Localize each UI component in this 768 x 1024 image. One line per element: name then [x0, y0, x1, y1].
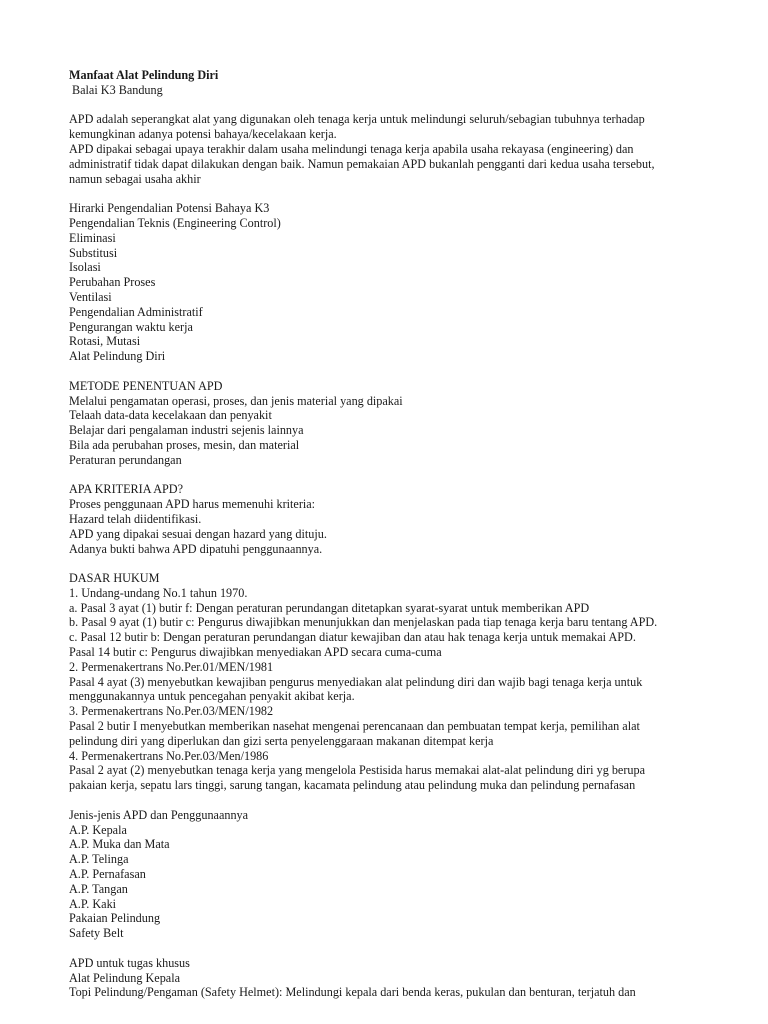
spacer [69, 364, 729, 379]
section-heading: APD untuk tugas khusus [69, 955, 190, 970]
spacer [69, 556, 729, 571]
list-item: A.P. Pernafasan [69, 867, 146, 882]
list-item: menggunakannya untuk pencegahan penyakit akibat kerja. [69, 689, 355, 704]
spacer [69, 468, 729, 483]
list-item: Rotasi, Mutasi [69, 334, 141, 349]
list-item: Belajar dari pengalaman industri sejenis lainnya [69, 423, 304, 438]
list-item: Perubahan Proses [69, 275, 156, 290]
list-item: Pakaian Pelindung [69, 911, 161, 926]
list-item: A.P. Muka dan Mata [69, 837, 170, 852]
list-item: Alat Pelindung Kepala [69, 970, 181, 985]
list-item: Pengendalian Administratif [69, 304, 203, 319]
text-line: APD adalah seperangkat alat yang digunakan oleh tenaga kerja untuk melindungi seluruh/sebagian tubuhnya terhadap [69, 112, 645, 127]
text-line: APD dipakai sebagai upaya terakhir dalam usaha melindungi tenaga kerja apabila usaha rekayasa (engineering) dan [69, 141, 634, 156]
list-item: Proses penggunaan APD harus memenuhi kriteria: [69, 497, 316, 512]
list-item: Topi Pelindung/Pengaman (Safety Helmet): Melindungi kepala dari benda keras, pukulan dan benturan, terjatuh dan [69, 985, 636, 1000]
section-heading: APA KRITERIA APD? [69, 482, 183, 497]
spacer [69, 98, 729, 113]
list-item: A.P. Tangan [69, 881, 128, 896]
list-item: Adanya bukti bahwa APD dipatuhi penggunaannya. [69, 541, 323, 556]
list-item: 3. Permenakertrans No.Per.03/MEN/1982 [69, 704, 274, 719]
list-item: 4. Permenakertrans No.Per.03/Men/1986 [69, 748, 269, 763]
spacer [69, 941, 729, 956]
list-item: A.P. Telinga [69, 852, 129, 867]
document-page [69, 68, 729, 1000]
list-item: Pengurangan waktu kerja [69, 319, 193, 334]
list-item: Pasal 2 butir I menyebutkan memberikan nasehat mengenai perencanaan dan pembuatan tempat kerja, pemilihan alat [69, 719, 640, 734]
list-item: Telaah data-data kecelakaan dan penyakit [69, 408, 272, 423]
list-item: Bila ada perubahan proses, mesin, dan material [69, 437, 300, 452]
list-item: Hazard telah diidentifikasi. [69, 511, 202, 526]
list-item: a. Pasal 3 ayat (1) butir f: Dengan peraturan perundangan ditetapkan syarat-syarat untuk memberikan APD [69, 600, 590, 615]
list-item: Pasal 14 butir c: Pengurus diwajibkan menyediakan APD secara cuma-cuma [69, 645, 442, 660]
list-item: pelindung diri yang diperlukan dan gizi serta penyelenggaraan makanan ditempat kerja [69, 733, 494, 748]
list-item: Pasal 4 ayat (3) menyebutkan kewajiban pengurus menyediakan alat pelindung diri dan wajib bagi tenaga kerja untuk [69, 674, 643, 689]
document-title: Manfaat Alat Pelindung Diri [69, 68, 219, 82]
list-item: Peraturan perundangan [69, 452, 182, 467]
list-item: Alat Pelindung Diri [69, 349, 166, 364]
document-org: Balai K3 Bandung [72, 82, 163, 97]
list-item: pakaian kerja, sepatu lars tinggi, sarung tangan, kacamata pelindung atau pelindung muka dan pelindung pernafasan [69, 778, 636, 793]
intro-section [69, 112, 729, 186]
list-item: Eliminasi [69, 230, 116, 245]
list-item: c. Pasal 12 butir b: Dengan peraturan perundangan diatur kewajiban dan atau hak tenaga kerja untuk memakai APD. [69, 630, 636, 645]
list-item: Safety Belt [69, 926, 124, 941]
text-line: kemungkinan adanya potensi bahaya/kecelakaan kerja. [69, 127, 337, 142]
list-item: Isolasi [69, 260, 101, 275]
list-item: Melalui pengamatan operasi, proses, dan jenis material yang dipakai [69, 393, 403, 408]
text-line: namun sebagai usaha akhir [69, 171, 201, 186]
section-heading: Hirarki Pengendalian Potensi Bahaya K3 [69, 201, 270, 216]
hirarki-section [69, 201, 729, 364]
jenis-section [69, 808, 729, 941]
list-item: b. Pasal 9 ayat (1) butir c: Pengurus diwajibkan menunjukkan dan menjelaskan pada tiap tenaga kerja baru tentang APD. [69, 615, 658, 630]
list-item: Ventilasi [69, 289, 112, 304]
text-line: administratif tidak dapat dilakukan dengan baik. Namun pemakaian APD bukanlah pengganti dari kedua usaha tersebut, [69, 156, 655, 171]
metode-section [69, 379, 729, 468]
list-item: A.P. Kaki [69, 896, 117, 911]
section-heading: Jenis-jenis APD dan Penggunaannya [69, 807, 249, 822]
dasar-hukum-section [69, 571, 729, 793]
kriteria-section [69, 482, 729, 556]
list-item: APD yang dipakai sesuai dengan hazard yang dituju. [69, 526, 327, 541]
list-item: 2. Permenakertrans No.Per.01/MEN/1981 [69, 659, 274, 674]
spacer [69, 186, 729, 201]
section-heading: METODE PENENTUAN APD [69, 378, 223, 393]
list-item: Pasal 2 ayat (2) menyebutkan tenaga kerja yang mengelola Pestisida harus memakai alat-alat pelindung diri yg berupa [69, 763, 646, 778]
list-item: Substitusi [69, 245, 118, 260]
list-item: A.P. Kepala [69, 822, 127, 837]
section-heading: DASAR HUKUM [69, 571, 160, 586]
list-item: 1. Undang-undang No.1 tahun 1970. [69, 585, 248, 600]
spacer [69, 793, 729, 808]
list-item: Pengendalian Teknis (Engineering Control) [69, 215, 281, 230]
tugas-khusus-section [69, 956, 729, 1000]
